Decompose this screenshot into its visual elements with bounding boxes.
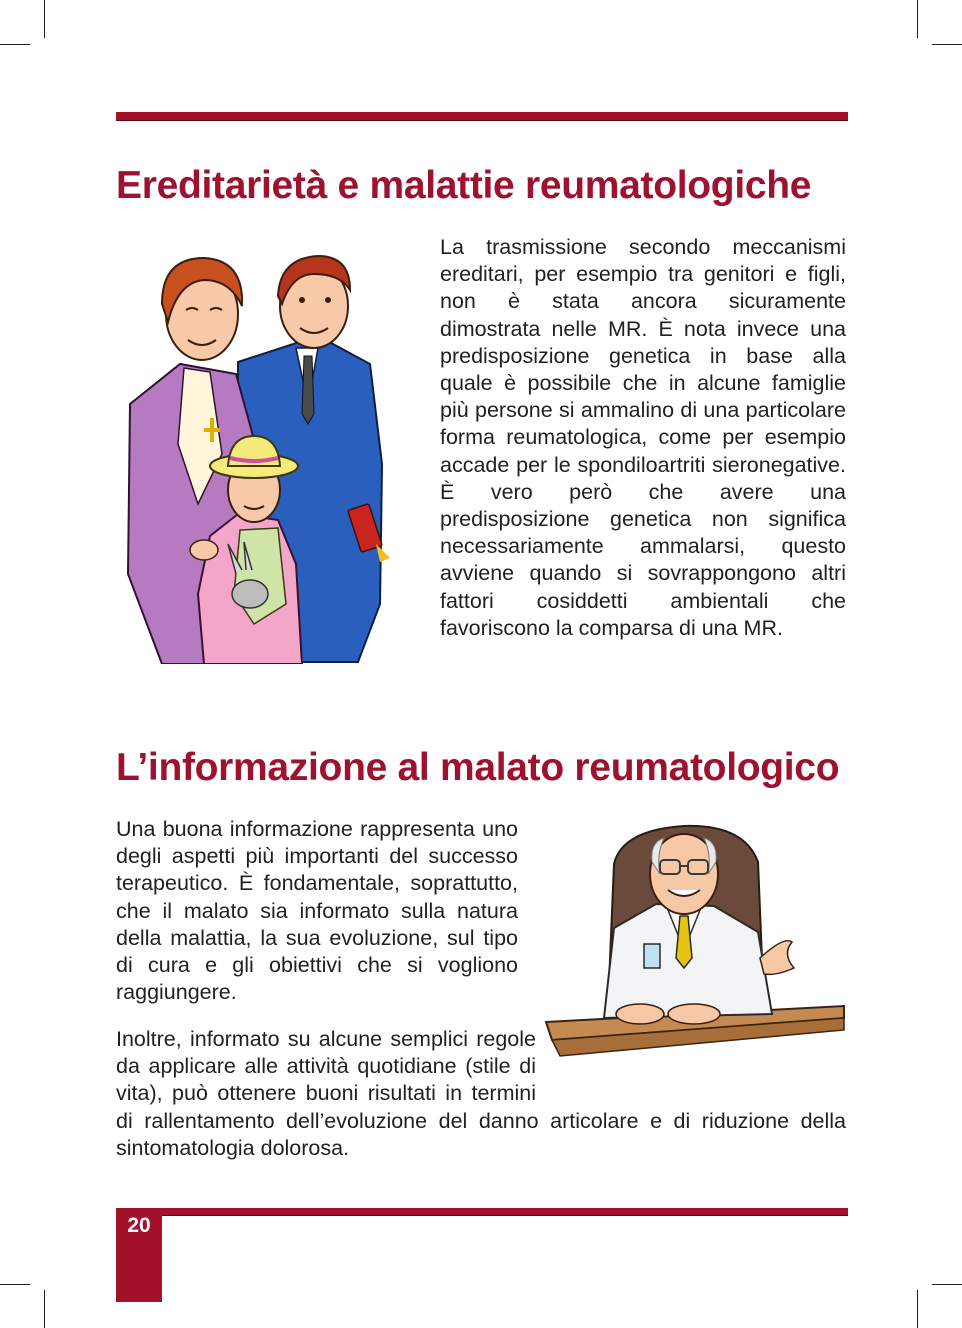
heredity-paragraph: La trasmissione secondo meccanismi ereditari, per esempio tra genitori e figli, non è stata ancora sicuramente dimostrata nelle MR. È nota invece una predisposizione genetica in base alla quale è possibile che in alcune famiglie più persone si ammalino di una particolare forma reumatologica, come per esempio accade per le spondiloartriti sieronegative. È vero però che avere una predisposizione genetica non significa necessariamente ammalarsi, questo avviene quando si sovrappongono altri fattori cosiddetti ambientali che favoriscono la comparsa di una MR.: [440, 235, 846, 640]
information-paragraph-2: [116, 1026, 846, 1162]
illustration-wrap-spacer: [536, 1026, 846, 1082]
crop-mark: [917, 0, 918, 38]
top-rule: [116, 112, 848, 120]
crop-mark: [932, 44, 962, 45]
crop-mark: [0, 44, 30, 45]
bottom-rule: [160, 1208, 848, 1215]
crop-mark: [0, 1284, 30, 1285]
family-illustration-icon: [118, 244, 408, 664]
page-number-box: [116, 1208, 162, 1302]
crop-mark: [44, 0, 45, 38]
crop-mark: [917, 1290, 918, 1328]
crop-mark: [44, 1290, 45, 1328]
crop-mark: [932, 1284, 962, 1285]
information-paragraph-1: Una buona informazione rappresenta uno degli aspetti più importanti del successo terapeutico. È fondamentale, soprattutto, che il malato sia informato sulla natura della malattia, la sua evoluzione, sul tipo di cura e gli obiettivi che si vogliono raggiungere.: [116, 817, 518, 1005]
section-title-information: L’informazione al malato reumatologico: [116, 746, 840, 789]
section-title-heredity: Ereditarietà e malattie reumatologiche: [116, 164, 812, 207]
page-number: 20: [127, 1214, 151, 1237]
information-paragraph-2-text: Inoltre, informato su alcune semplici regole da applicare alle attività quotidiane (stile di vita), può ottenere buoni risultati in termini di rallentamento dell’evoluzione del danno articolare e di riduzione della sintomatologia dolorosa.: [116, 1027, 846, 1160]
